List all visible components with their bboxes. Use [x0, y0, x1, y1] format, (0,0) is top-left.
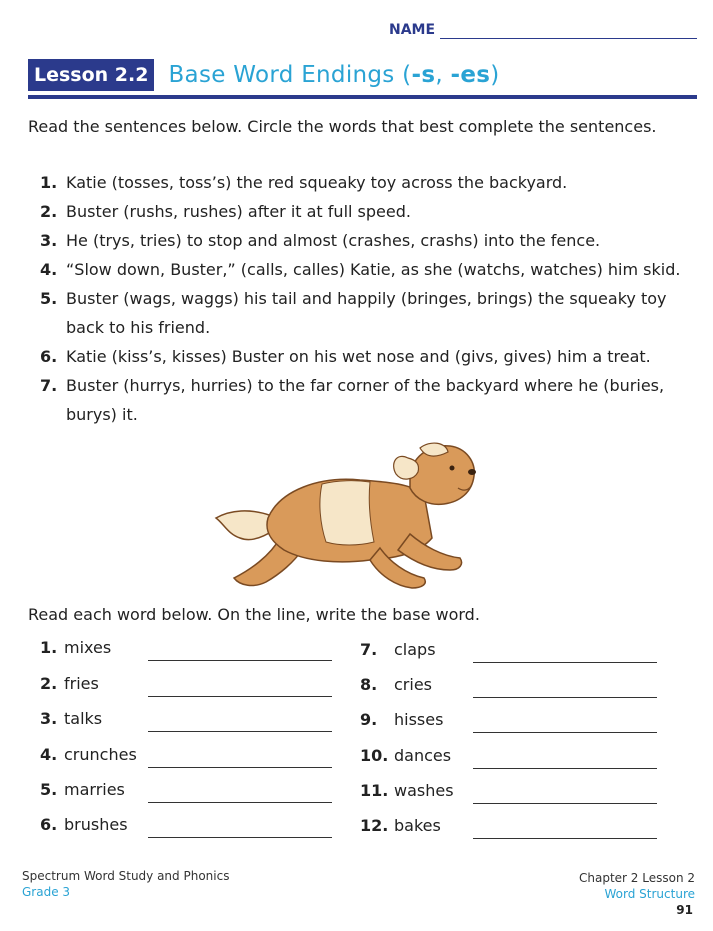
- sentence-item: [40, 342, 705, 371]
- sentence-list: [40, 168, 705, 429]
- word-text: fries: [64, 674, 99, 693]
- sentence-text: Katie (kiss’s, kisses) Buster on his wet nose and (givs, gives) him a treat.: [66, 347, 651, 366]
- answer-line[interactable]: [473, 662, 657, 663]
- word-text: crunches: [64, 745, 137, 764]
- word-text: mixes: [64, 638, 112, 657]
- title-sep: ,: [435, 62, 451, 88]
- word-number: 12.: [360, 816, 389, 835]
- sentence-text: Buster (wags, waggs) his tail and happily (bringes, brings) the squeaky toy back to his friend.: [66, 289, 667, 337]
- title-prefix: Base Word Endings (: [168, 62, 412, 88]
- sentence-number: 6.: [40, 347, 58, 366]
- footer-chapter: Chapter 2 Lesson 2: [579, 871, 695, 885]
- footer-book-title: Spectrum Word Study and Phonics: [22, 869, 230, 883]
- word-number: 3.: [40, 709, 58, 728]
- word-text: hisses: [394, 710, 444, 729]
- sentence-item: [40, 284, 705, 342]
- word-number: 8.: [360, 675, 378, 694]
- word-text: talks: [64, 709, 103, 728]
- word-text: cries: [394, 675, 432, 694]
- word-item: [40, 745, 340, 775]
- word-item: [40, 674, 340, 704]
- lesson-title-bar: [28, 58, 500, 92]
- word-number: 7.: [360, 640, 378, 659]
- word-number: 5.: [40, 780, 58, 799]
- footer-section: Word Structure: [604, 887, 695, 901]
- sentence-item: [40, 226, 705, 255]
- answer-line[interactable]: [148, 767, 332, 768]
- title-rule: [28, 95, 697, 99]
- sentence-item: [40, 255, 705, 284]
- word-text: dances: [394, 746, 452, 765]
- word-text: brushes: [64, 815, 128, 834]
- sentence-number: 5.: [40, 289, 58, 308]
- answer-line[interactable]: [148, 660, 332, 661]
- title-suffix-s: -s: [411, 62, 436, 88]
- answer-line[interactable]: [148, 837, 332, 838]
- word-item: [40, 638, 340, 668]
- word-text: bakes: [394, 816, 441, 835]
- name-label: NAME: [389, 22, 436, 38]
- sentence-number: 7.: [40, 376, 58, 395]
- word-item: [360, 746, 660, 776]
- answer-line[interactable]: [148, 696, 332, 697]
- sentence-item: [40, 168, 705, 197]
- word-number: 6.: [40, 815, 58, 834]
- sentence-text: He (trys, tries) to stop and almost (crashes, crashs) into the fence.: [66, 231, 601, 250]
- footer-right: [579, 870, 695, 902]
- title-close: ): [490, 62, 500, 88]
- word-item: [360, 816, 660, 846]
- word-text: claps: [394, 640, 436, 659]
- page-number: 91: [676, 903, 693, 917]
- footer-grade: Grade 3: [22, 885, 71, 899]
- word-text: marries: [64, 780, 125, 799]
- sentence-text: Katie (tosses, toss’s) the red squeaky toy across the backyard.: [66, 173, 568, 192]
- sentence-item: [40, 197, 705, 226]
- footer-left: [22, 868, 229, 900]
- word-text: washes: [394, 781, 454, 800]
- answer-line[interactable]: [473, 732, 657, 733]
- word-item: [40, 815, 340, 845]
- answer-line[interactable]: [473, 697, 657, 698]
- sentence-number: 1.: [40, 173, 58, 192]
- word-number: 2.: [40, 674, 58, 693]
- sentence-text: “Slow down, Buster,” (calls, calles) Katie, as she (watchs, watches) him skid.: [66, 260, 681, 279]
- word-item: [360, 640, 660, 670]
- word-item: [360, 675, 660, 705]
- sentence-number: 3.: [40, 231, 58, 250]
- word-number: 4.: [40, 745, 58, 764]
- title-suffix-es: -es: [450, 62, 491, 88]
- name-line: [440, 38, 697, 39]
- instructions-part1: Read the sentences below. Circle the words that best complete the sentences.: [28, 117, 657, 136]
- lesson-badge: Lesson 2.2: [28, 59, 154, 91]
- word-number: 9.: [360, 710, 378, 729]
- word-number: 1.: [40, 638, 58, 657]
- instructions-part2: Read each word below. On the line, write the base word.: [28, 605, 480, 624]
- word-item: [40, 709, 340, 739]
- sentence-text: Buster (rushs, rushes) after it at full speed.: [66, 202, 411, 221]
- answer-line[interactable]: [148, 731, 332, 732]
- sentence-item: [40, 371, 705, 429]
- answer-line[interactable]: [473, 768, 657, 769]
- word-item: [360, 781, 660, 811]
- answer-line[interactable]: [473, 803, 657, 804]
- word-number: 11.: [360, 781, 389, 800]
- word-item: [360, 710, 660, 740]
- word-number: 10.: [360, 746, 389, 765]
- dog-illustration: [210, 438, 480, 594]
- sentence-number: 4.: [40, 260, 58, 279]
- sentence-text: Buster (hurrys, hurries) to the far corner of the backyard where he (buries, burys) it.: [66, 376, 665, 424]
- page-title: [168, 62, 499, 88]
- word-item: [40, 780, 340, 810]
- sentence-number: 2.: [40, 202, 58, 221]
- answer-line[interactable]: [148, 802, 332, 803]
- answer-line[interactable]: [473, 838, 657, 839]
